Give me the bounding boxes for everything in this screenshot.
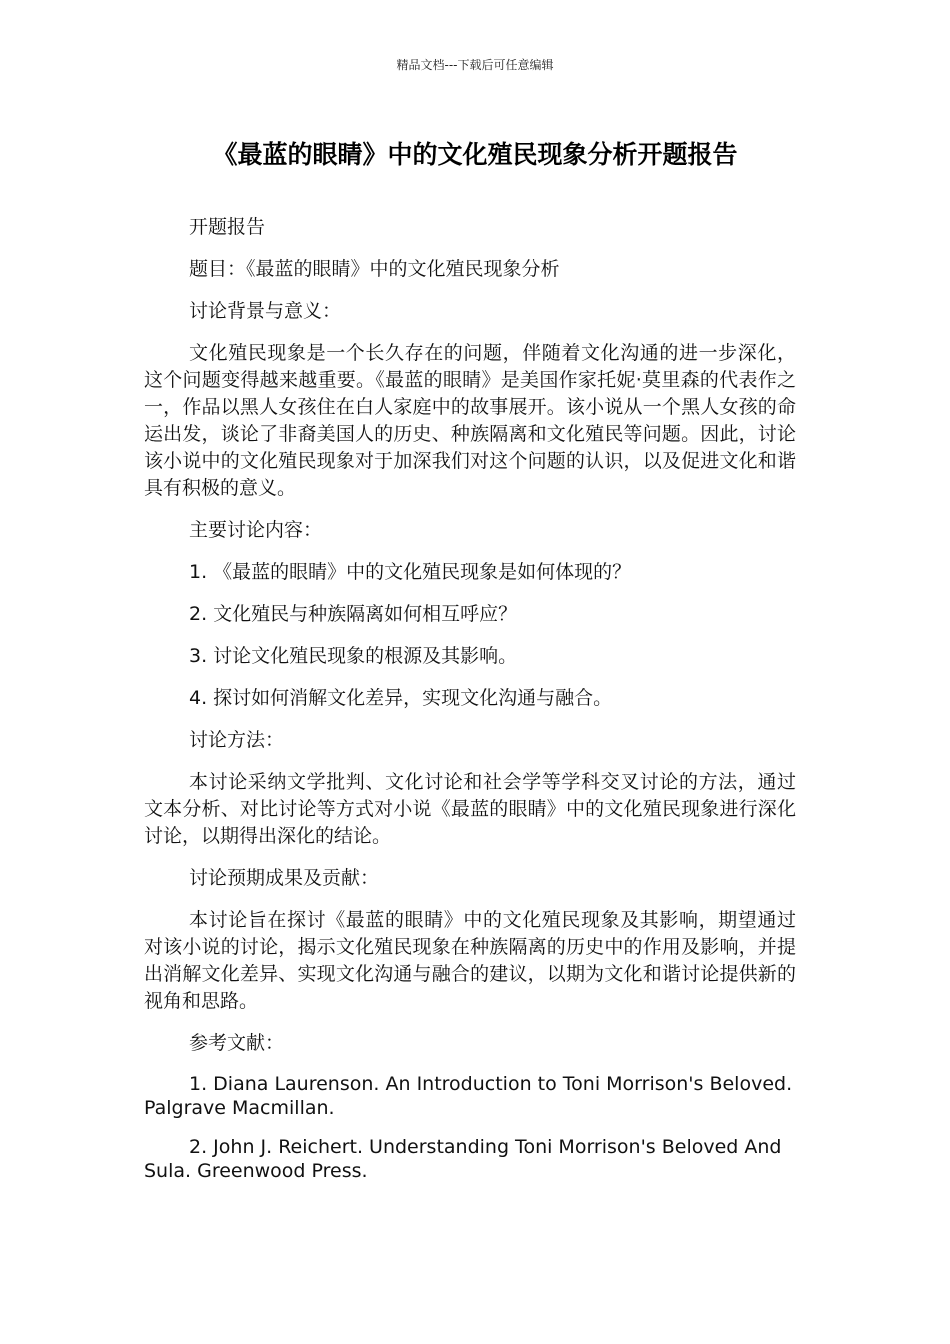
page-header-note: 精品文档---下载后可任意编辑 bbox=[396, 58, 554, 72]
reference-item-2: 2. John J. Reichert. Understanding Toni Morrison's Beloved And Sula. Greenwood Press. bbox=[144, 1136, 782, 1182]
section-heading-method: 讨论方法： bbox=[189, 729, 285, 751]
reference-item-1: 1. Diana Laurenson. An Introduction to Toni Morrison's Beloved. Palgrave Macmillan. bbox=[144, 1073, 793, 1119]
content-item-1: 1. 《最蓝的眼睛》中的文化殖民现象是如何体现的？ bbox=[189, 561, 632, 583]
background-paragraph: 文化殖民现象是一个长久存在的问题，伴随着文化沟通的进一步深化，这个问题变得越来越重要。《最蓝的眼睛》是美国作家托妮·莫里森的代表作之一，作品以黑人女孩住在白人家庭中的故事展开。该小说从一个黑人女孩的命运出发，谈论了非裔美国人的历史、种族隔离和文化殖民等问题。因此，讨论该小说中的文化殖民现象对于加深我们对这个问题的认识，以及促进文化和谐具有积极的意义。 bbox=[144, 342, 796, 499]
method-paragraph: 本讨论采纳文学批判、文化讨论和社会学等学科交叉讨论的方法，通过文本分析、对比讨论等方式对小说《最蓝的眼睛》中的文化殖民现象进行深化讨论，以期得出深化的结论。 bbox=[144, 771, 796, 847]
document-body bbox=[144, 214, 796, 1198]
content-item-4: 4. 探讨如何消解文化差异，实现文化沟通与融合。 bbox=[189, 687, 613, 709]
section-heading-proposal: 开题报告 bbox=[189, 216, 266, 238]
content-item-2: 2. 文化殖民与种族隔离如何相互呼应？ bbox=[189, 603, 518, 625]
section-heading-content: 主要讨论内容： bbox=[189, 519, 323, 541]
document-title: 《最蓝的眼睛》中的文化殖民现象分析开题报告 bbox=[212, 140, 738, 169]
content-item-3: 3. 讨论文化殖民现象的根源及其影响。 bbox=[189, 645, 518, 667]
outcomes-paragraph: 本讨论旨在探讨《最蓝的眼睛》中的文化殖民现象及其影响，期望通过对该小说的讨论，揭示文化殖民现象在种族隔离的历史中的作用及影响，并提出消解文化差异、实现文化沟通与融合的建议，以期为文化和谐讨论提供新的视角和思路。 bbox=[144, 909, 796, 1012]
section-heading-outcomes: 讨论预期成果及贡献： bbox=[189, 867, 380, 889]
section-heading-references: 参考文献： bbox=[189, 1032, 285, 1054]
topic-line: 题目：《最蓝的眼睛》中的文化殖民现象分析 bbox=[189, 258, 560, 280]
section-heading-background: 讨论背景与意义： bbox=[189, 300, 342, 322]
